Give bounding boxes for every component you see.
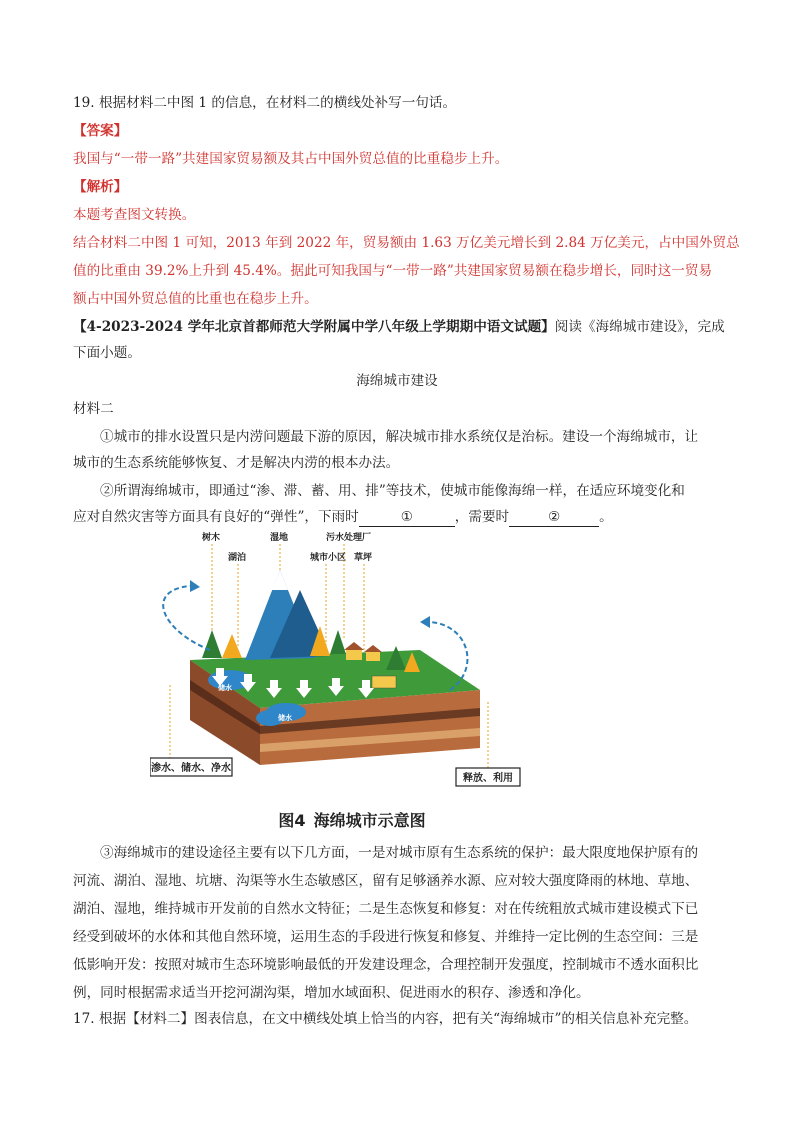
para2-text-b: ，需要时 — [454, 509, 510, 525]
label-wetland: 湿地 — [270, 533, 289, 543]
question-17: 17. 根据【材料二】图表信息，在文中横线处填上恰当的内容，把有关“海绵城市”的相关信息补充完整。 — [73, 1011, 698, 1027]
label-storage-2: 储水 — [278, 714, 292, 722]
fill-blank-1[interactable]: ① — [359, 508, 455, 527]
question-19: 19. 根据材料二中图 1 的信息，在材料二的横线处补写一句话。 — [73, 95, 457, 111]
answer-tag: 【答案】 — [73, 123, 128, 139]
left-box-label: 渗水、储水、净水 — [151, 763, 231, 774]
analysis-line-1: 本题考查图文转换。 — [73, 207, 196, 223]
para2-line1: ②所谓海绵城市，即通过“渗、滞、蓄、用、排”等技术，使城市能像海绵一样，在适应环境变化和 — [100, 483, 685, 499]
analysis-tag: 【解析】 — [73, 179, 128, 195]
label-sewage-plant: 污水处理厂 — [326, 533, 372, 543]
source-line-2: 下面小题。 — [73, 345, 141, 361]
analysis-line-4: 额占中国外贸总值的比重也在稳步上升。 — [73, 291, 318, 307]
material-label: 材料二 — [73, 401, 114, 417]
right-box-label: 释放、利用 — [463, 773, 513, 784]
label-storage-1: 储水 — [218, 684, 232, 692]
label-community: 城市小区 — [310, 553, 347, 563]
para3-line1: ③海绵城市的建设途径主要有以下几方面，一是对城市原有生态系统的保护：最大限度地保护原有的 — [100, 845, 699, 861]
article-title: 海绵城市建设 — [356, 373, 438, 389]
fill-blank-2[interactable]: ② — [509, 508, 599, 527]
para3-line4: 经受到破坏的水体和其他自然环境，运用生态的手段进行恢复和修复、并维持一定比例的生态空间：三是 — [73, 929, 699, 945]
circulation-arrow-left — [163, 586, 210, 650]
sponge-city-diagram — [150, 530, 570, 790]
para1-line2: 城市的生态系统能够恢复、才是解决内涝的根本办法。 — [73, 455, 400, 471]
source-line — [73, 316, 734, 338]
para3-line3: 湖泊、湿地，维持城市开发前的自然水文特征；二是生态恢复和修复：对在传统粗放式城市建设模式下已 — [73, 901, 699, 917]
para2-line2 — [73, 506, 734, 528]
para3-line2: 河流、湖泊、湿地、坑塘、沟渠等水生态敏感区，留有足够涵养水源、应对较大强度降雨的林地、草地、 — [73, 873, 699, 889]
source-tag: 【4-2023-2024 学年北京首都师范大学附属中学八年级上学期期中语文试题】 — [73, 319, 555, 335]
para2-text-a: 应对自然灾害等方面具有良好的“弹性”，下雨时 — [73, 509, 359, 525]
caption-text: 海绵城市示意图 — [313, 811, 426, 830]
label-lawn: 草坪 — [354, 553, 373, 563]
figure-caption — [0, 808, 794, 831]
para2-text-c: 。 — [599, 509, 613, 525]
para3-line6: 例，同时根据需求适当开挖河湖沟渠，增加水域面积、促进雨水的积存、渗透和净化。 — [73, 985, 590, 1001]
label-trees: 树木 — [202, 533, 221, 543]
analysis-line-2: 结合材料二中图 1 可知，2013 年到 2022 年，贸易额由 1.63 万亿美元增长到 2.84 万亿美元，占中国外贸总 — [73, 235, 740, 251]
caption-number: 图4 — [278, 811, 306, 830]
source-text: 阅读《海绵城市建设》，完成 — [554, 319, 725, 335]
para1-line1: ①城市的排水设置只是内涝问题最下游的原因，解决城市排水系统仅是治标。建设一个海绵城市，让 — [100, 429, 699, 445]
analysis-line-3: 值的比重由 39.2%上升到 45.4%。据此可知我国与“一带一路”共建国家贸易额在稳步增长，同时这一贸易 — [73, 263, 713, 279]
para3-line5: 低影响开发：按照对城市生态环境影响最低的开发建设理念，合理控制开发强度，控制城市不透水面积比 — [73, 957, 699, 973]
answer-text: 我国与“一带一路”共建国家贸易额及其占中国外贸总值的比重稳步上升。 — [73, 151, 509, 167]
label-lake: 湖泊 — [228, 553, 247, 563]
